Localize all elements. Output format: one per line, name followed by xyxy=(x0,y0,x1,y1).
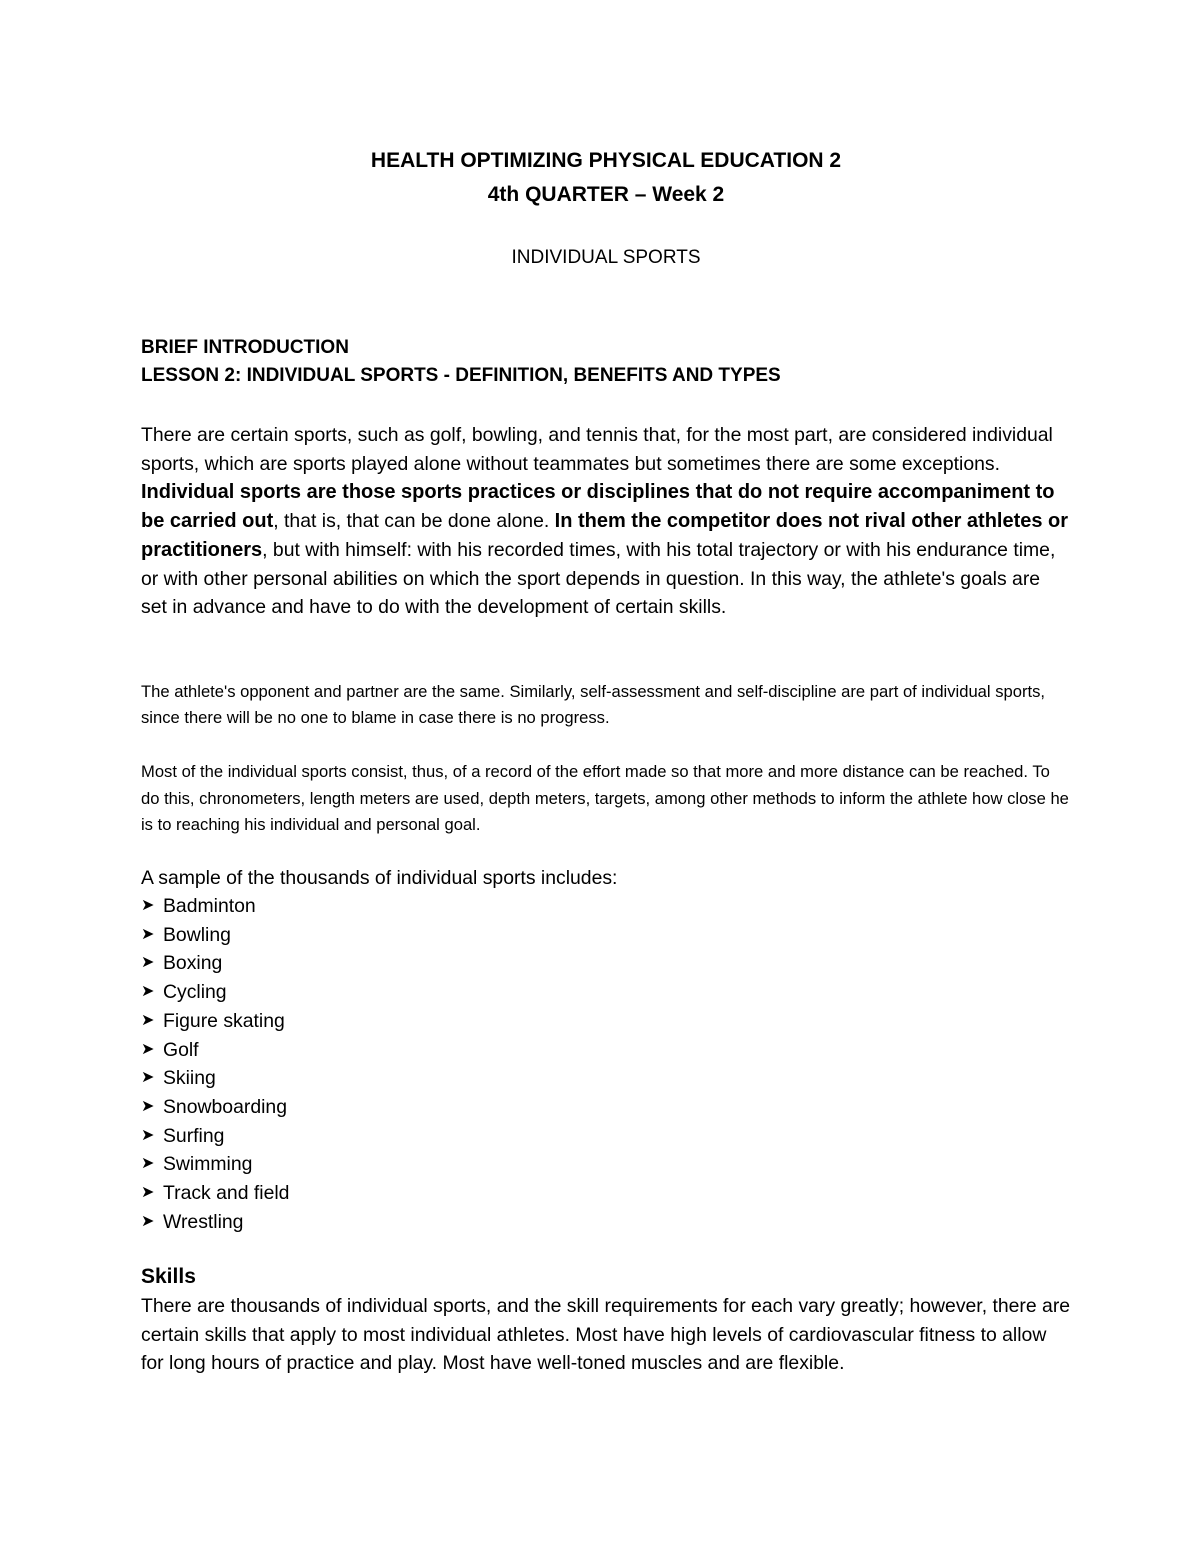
list-item-label: Snowboarding xyxy=(163,1095,287,1118)
list-item xyxy=(141,978,289,1007)
document-page xyxy=(141,0,1071,1553)
subject-heading: INDIVIDUAL SPORTS xyxy=(511,247,701,268)
list-item xyxy=(141,892,289,921)
list-item-label: Bowling xyxy=(163,923,231,946)
list-item xyxy=(141,1036,289,1065)
list-item-label: Cycling xyxy=(163,981,227,1004)
section-heading: BRIEF INTRODUCTION xyxy=(141,337,349,358)
list-item-label: Track and field xyxy=(163,1182,290,1205)
skills-paragraph: There are thousands of individual sports, and the skill requirements for each vary greatly; however, there are certain skills that apply to most individual athletes. Most have high levels of cardiovascular fitness to allow for long hours of practice and play. Most have well-toned muscles and are flexible. xyxy=(141,1295,1071,1375)
definition-bold: Individual sports are those sports practices or disciplines that do not require accompaniment to be carried out xyxy=(141,481,1055,533)
list-item-label: Golf xyxy=(163,1038,199,1061)
arrowhead-bullet-icon: ➤ xyxy=(141,1011,155,1029)
arrowhead-bullet-icon: ➤ xyxy=(141,1069,155,1087)
arrowhead-bullet-icon: ➤ xyxy=(141,1097,155,1115)
arrowhead-bullet-icon: ➤ xyxy=(141,1212,155,1230)
arrowhead-bullet-icon: ➤ xyxy=(141,1184,155,1202)
lesson-heading: LESSON 2: INDIVIDUAL SPORTS - DEFINITION, BENEFITS AND TYPES xyxy=(141,365,781,386)
list-item xyxy=(141,1064,289,1093)
list-item-label: Surfing xyxy=(163,1124,225,1147)
list-item xyxy=(141,949,289,978)
arrowhead-bullet-icon: ➤ xyxy=(141,897,155,914)
list-item xyxy=(141,1007,289,1036)
arrowhead-bullet-icon: ➤ xyxy=(141,1040,155,1058)
arrowhead-bullet-icon: ➤ xyxy=(141,954,155,972)
record-paragraph: Most of the individual sports consist, thus, of a record of the effort made so that more and more distance can be reached. To do this, chronometers, length meters are used, depth meters, targets, among other methods to inform the athlete how close he is to reaching his individual and personal goal. xyxy=(141,762,1069,834)
sports-list xyxy=(141,892,289,1236)
list-item xyxy=(141,1150,289,1179)
list-item xyxy=(141,1208,289,1237)
opponent-paragraph: The athlete's opponent and partner are the same. Similarly, self-assessment and self-discipline are part of individual sports, since there will be no one to blame in case there is no progress. xyxy=(141,682,1045,727)
skills-heading: Skills xyxy=(141,1265,196,1288)
arrowhead-bullet-icon: ➤ xyxy=(141,925,155,943)
arrowhead-bullet-icon: ➤ xyxy=(141,1155,155,1173)
list-item xyxy=(141,1093,289,1122)
arrowhead-bullet-icon: ➤ xyxy=(141,983,155,1001)
list-item xyxy=(141,1122,289,1151)
list-item-label: Wrestling xyxy=(163,1210,244,1233)
list-item-label: Figure skating xyxy=(163,1009,285,1032)
list-item xyxy=(141,1179,289,1208)
list-item-label: Boxing xyxy=(163,952,223,975)
sample-intro: A sample of the thousands of individual sports includes: xyxy=(141,867,618,889)
list-item xyxy=(141,921,289,950)
document-subtitle: 4th QUARTER – Week 2 xyxy=(487,183,725,206)
intro-paragraph: There are certain sports, such as golf, bowling, and tennis that, for the most part, are considered individual sports, which are sports played alone without teammates but sometimes there are some exceptions. Individual sports are those sports practices or disciplines that do not require accompaniment to be carried out, that is, that can be done alone. In them the competitor does not rival other athletes or practitioners, but with himself: with his recorded times, with his total trajectory or with his endurance time, or with other personal abilities on which the sport depends in question. In this way, the athlete's goals are set in advance and have to do with the development of certain skills. xyxy=(141,424,1069,619)
document-title: HEALTH OPTIMIZING PHYSICAL EDUCATION 2 xyxy=(370,149,842,172)
competitor-bold: In them the competitor does not rival other athletes or practitioners xyxy=(141,510,1069,561)
list-item-label: Skiing xyxy=(163,1067,216,1090)
arrowhead-bullet-icon: ➤ xyxy=(141,1126,155,1144)
list-item-label: Swimming xyxy=(163,1153,253,1176)
list-item-label: Badminton xyxy=(163,895,256,917)
